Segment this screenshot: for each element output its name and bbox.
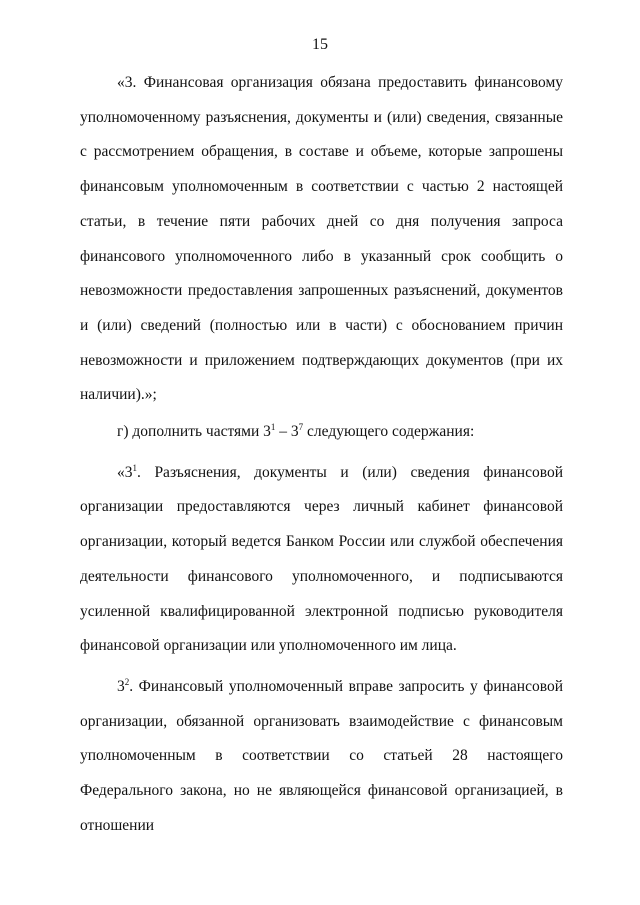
- superscript-index: 1: [270, 422, 276, 433]
- paragraph-text: 3: [117, 677, 125, 695]
- paragraph-part-3-1: [80, 456, 563, 664]
- paragraph-part-3-2: [80, 670, 563, 844]
- paragraph-text: «3. Финансовая организация обязана предоставить финансовому уполномоченному разъяснения, документы и (или) сведения, связанные с рассмотрением обращения, в составе и объеме, которые запрошены финансовым уполномоченным в соответствии с частью 2 настоящей статьи, в течение пяти рабочих дней со дня получения запроса финансового уполномоченного либо в указанный срок сообщить о невозможности предоставления запрошенных разъяснений, документов и (или) сведений (полностью или в части) с обоснованием причин невозможности и приложением подтверждающих документов (при их наличии).»;: [80, 74, 563, 404]
- page-number: 15: [312, 36, 328, 53]
- superscript-index: 2: [124, 676, 130, 687]
- superscript-index: 1: [132, 462, 137, 473]
- paragraph-text: г) дополнить частями 3: [117, 423, 271, 441]
- paragraph-text: . Разъяснения, документы и (или) сведения финансовой организации предоставляются через личный кабинет финансовой организации, который ведется Банком России или службой обеспечения деятельности финансового уполномоченного, и подписываются усиленной квалифицированной электронной подписью руководителя финансовой организации или уполномоченного им лица.: [80, 463, 563, 655]
- document-body: [80, 66, 563, 843]
- paragraph-text: следующего содержания:: [303, 423, 475, 441]
- paragraph-text: – 3: [275, 423, 299, 441]
- superscript-index: 7: [298, 422, 304, 433]
- paragraph-part-3-text: [80, 66, 563, 413]
- paragraph-text: «3: [117, 463, 133, 481]
- paragraph-subitem-g: [80, 415, 563, 450]
- paragraph-text: . Финансовый уполномоченный вправе запросить у финансовой организации, обязанной организовать взаимодействие с финансовым уполномоченным в соответствии со статьей 28 настоящего Федерального закона, но не являющейся финансовой организацией, в отношении: [80, 677, 563, 834]
